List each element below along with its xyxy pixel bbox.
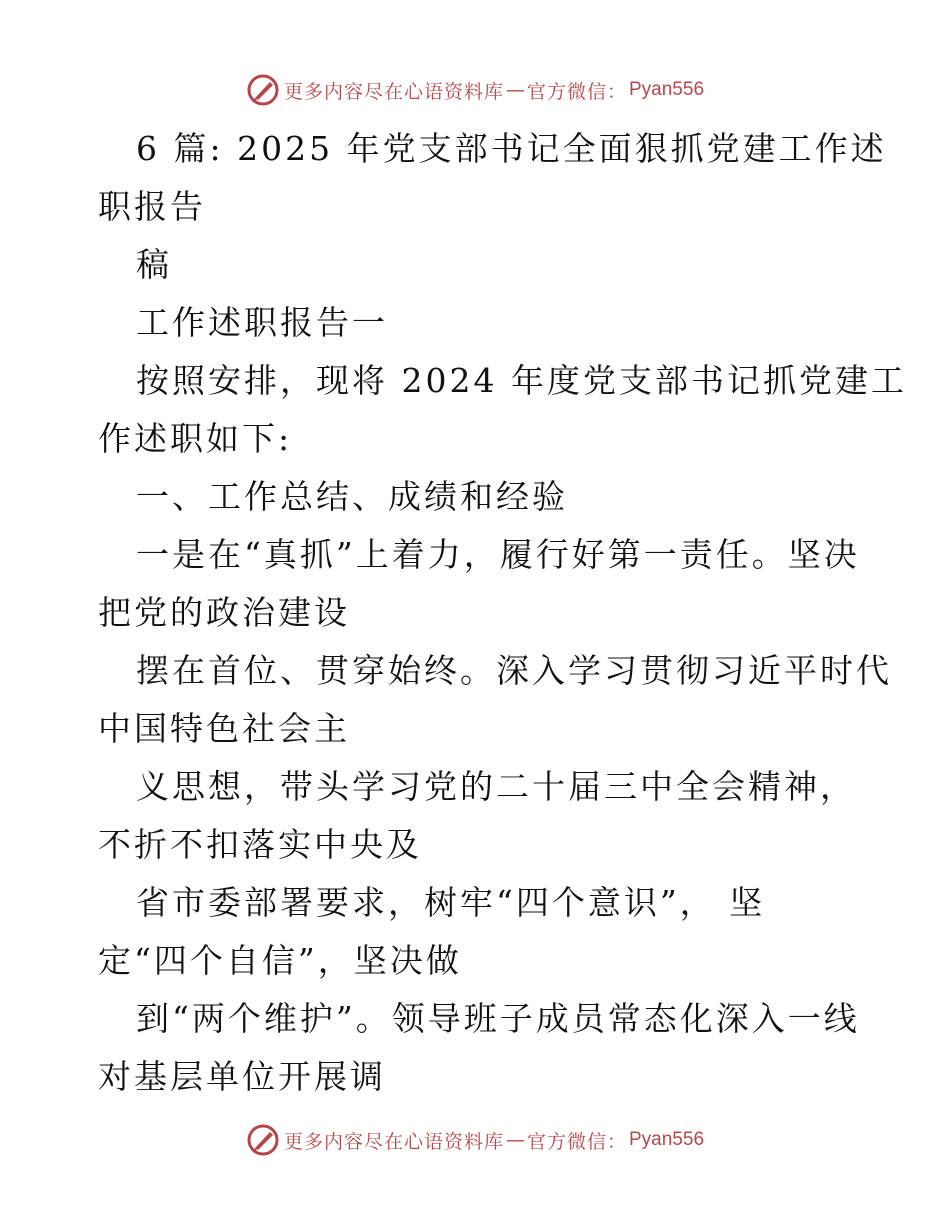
banner-main-text: 更多内容尽在心语资料库 [283,1130,504,1153]
banner-wechat-id: Pyan556 [629,1129,705,1150]
document-body [98,120,907,1106]
banner-wechat-label: 官方微信： [526,80,627,103]
pen-logo-icon [246,1123,280,1157]
banner-wechat-id: Pyan556 [629,79,705,100]
banner-main-text: 更多内容尽在心语资料库 [283,80,504,103]
doc-line: 一、工作总结、成绩和经验 [136,477,568,516]
doc-line: 到“两个维护”。领导班子成员常态化深入一线 [136,999,860,1038]
header-watermark-banner [0,70,950,110]
doc-line: 职报告 [98,187,206,226]
banner-separator: — [505,1129,525,1151]
banner-separator: — [505,79,525,101]
doc-line: 摆在首位、贯穿始终。深入学习贯彻习近平时代 [136,651,892,690]
doc-line: 把党的政治建设 [98,593,350,632]
doc-line: 6 篇: 2025 年党支部书记全面狠抓党建工作述 [136,129,887,168]
footer-watermark-banner [0,1120,950,1160]
doc-line: 作述职如下: [98,419,293,458]
doc-line: 定“四个自信”，坚决做 [98,941,462,980]
doc-line: 省市委部署要求，树牢“四个意识”， 坚 [136,883,766,922]
pen-logo-icon [246,73,280,107]
doc-line: 按照安排，现将 2024 年度党支部书记抓党建工 [136,361,907,400]
banner-wechat-label: 官方微信： [526,1130,627,1153]
doc-line: 中国特色社会主 [98,709,350,748]
doc-line: 工作述职报告一 [136,303,388,342]
doc-line: 不折不扣落实中央及 [98,825,422,864]
doc-line: 义思想，带头学习党的二十届三中全会精神， [136,767,856,806]
doc-line: 一是在“真抓”上着力，履行好第一责任。坚决 [136,535,860,574]
doc-line: 稿 [136,245,172,284]
doc-line: 对基层单位开展调 [98,1057,386,1096]
